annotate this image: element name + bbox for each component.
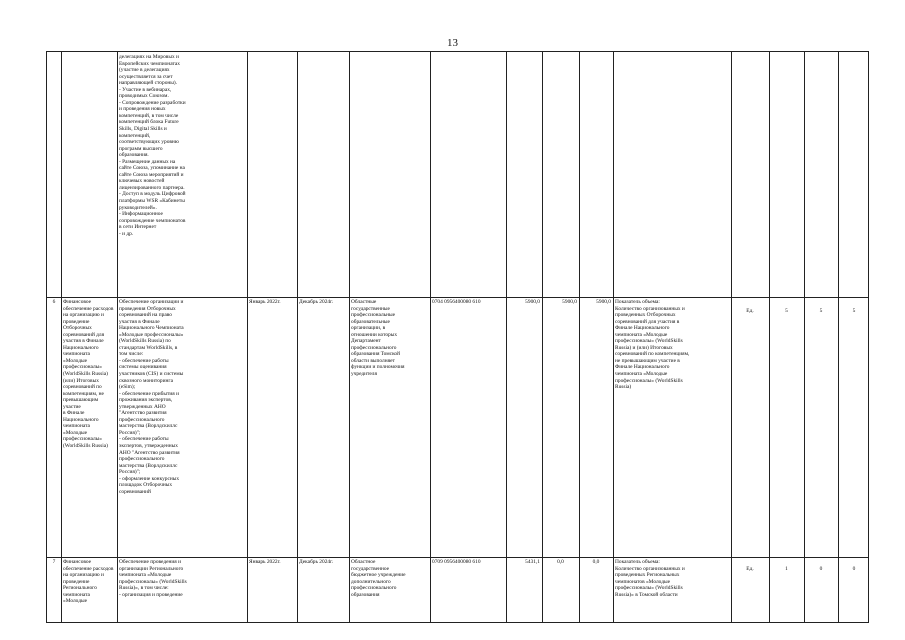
funding-2024-cell: 5900,0 (596, 299, 611, 305)
col-border (838, 52, 839, 622)
funding-2024-cell: 0,0 (592, 559, 600, 565)
col-border (247, 52, 248, 622)
task-cell: Финансовое обеспечение расходов на организацию и проведение Отборочных соревнований для участия в Финале Национального чемпионата «Молодые профессионалы» (WorldSkills Russia) (или) Итоговых соревнований по компетенциям, не превышающим участие в Финале Национального чемпионата «Молодые профессионалы» (WorldSkills Russia) (63, 299, 114, 450)
kbk-cell: 0704 0956400080 610 (432, 299, 481, 305)
value-2022-cell: 5 (785, 308, 788, 314)
col-border (804, 52, 805, 622)
continuation-activity-text: делегациях на Мировых и Европейских чемпионатах (участие в делегациях осуществляется за счет направляющей стороны). - Участие в вебинарах, проводимых Союзом. - Сопровождение разработки и проведения новых компетенций, в том числе компетенций блока Future Skills, Digital Skills и компетенций, соответствующих уровню программ высшего образования. - Размещение данных на сайте Союза, упоминание на сайте Союза мероприятий и ключевых новостей лицензированного партнера. - Доступ в модуль Цифровой платформы WSR «Кабинеты руководителей». - Информационное сопровождение чемпионатов в сети Интернет - и др. (119, 54, 186, 237)
executor-cell: Областное государственное бюджетное учреждение дополнительного профессионального образования (351, 559, 406, 598)
value-2023-cell: 0 (819, 566, 823, 572)
row-number: 7 (52, 559, 56, 565)
indicator-cell: Показатель объема: Количество организованных и проведенных Региональных чемпионатов «Молодые профессионалы» (WorldSkills Russia)» в Томской области (615, 559, 685, 598)
col-border (506, 52, 507, 622)
row-number: 6 (52, 299, 56, 305)
value-2024-cell: 5 (852, 308, 856, 314)
col-border (769, 52, 770, 622)
col-border (579, 52, 580, 622)
page-number: 13 (447, 37, 458, 49)
start-date-cell: Январь 2022г. (249, 299, 281, 305)
indicator-cell: Показатель объема: Количество организованных и проведенных Отборочных соревнований для участия в Финале Национального чемпионата «Молодые профессионалы» (WorldSkills Russia) и (или) Итоговых соревнований по компетенциям, не превышающим участие в Финале Национального чемпионата «Молодые профессионалы» (WorldSkills Russia) (615, 299, 690, 391)
value-2022-cell: 1 (785, 566, 788, 572)
col-border (731, 52, 732, 622)
value-2024-cell: 0 (852, 566, 856, 572)
unit-cell: Ед. (746, 308, 754, 314)
activity-cell: Обеспечение организации и проведения Отборочных соревнований на право участия в Финале Национального Чемпионата «Молодые профессионалы» (WorldSkills Russia) по стандартам WorldSkills, в том числе: - обеспечение работы системы оценивания участников (CIS) и системы сквозного мониторинга (eSim); - обеспечение прибытия и проживания экспертов, утвержденных АНО "Агентство развития профессионального мастерства (Ворлдскиллс Россия)"; - обеспечение работы экспертов, утвержденных АНО "Агентство развития профессионального мастерства (Ворлдскиллс Россия)"; - оформление конкурсных площадок Отборочных соревнований (119, 299, 184, 495)
unit-cell: Ед. (746, 566, 754, 572)
start-date-cell: Январь 2022г. (249, 559, 281, 565)
row-border (47, 297, 868, 298)
funding-2022-cell: 5900,0 (525, 299, 540, 305)
task-cell: Финансовое обеспечение расходов на организацию и проведение Регионального чемпионата «Молодые (63, 559, 114, 605)
activity-cell: Обеспечение проведения и организации Регионального чемпионата «Молодые профессионалы» (WorldSkills Russia)», в том числе: - организация и проведение (119, 559, 187, 598)
budget-table (46, 51, 869, 623)
col-border (430, 52, 431, 622)
col-border (297, 52, 298, 622)
funding-2022-cell: 5431,1 (525, 559, 540, 565)
funding-2023-cell: 0,0 (557, 559, 564, 565)
end-date-cell: Декабрь 2024г. (299, 559, 334, 565)
end-date-cell: Декабрь 2024г. (299, 299, 334, 305)
executor-cell: Областные государственные профессиональные образовательные организации, в отношении которых Департамент профессионального образования Томской области выполняет функции и полномочия учредителя (351, 299, 405, 378)
kbk-cell: 0709 0956400080 610 (432, 559, 481, 565)
row-border (47, 557, 868, 558)
col-border (542, 52, 543, 622)
value-2023-cell: 5 (819, 308, 823, 314)
funding-2023-cell: 5900,0 (562, 299, 577, 305)
